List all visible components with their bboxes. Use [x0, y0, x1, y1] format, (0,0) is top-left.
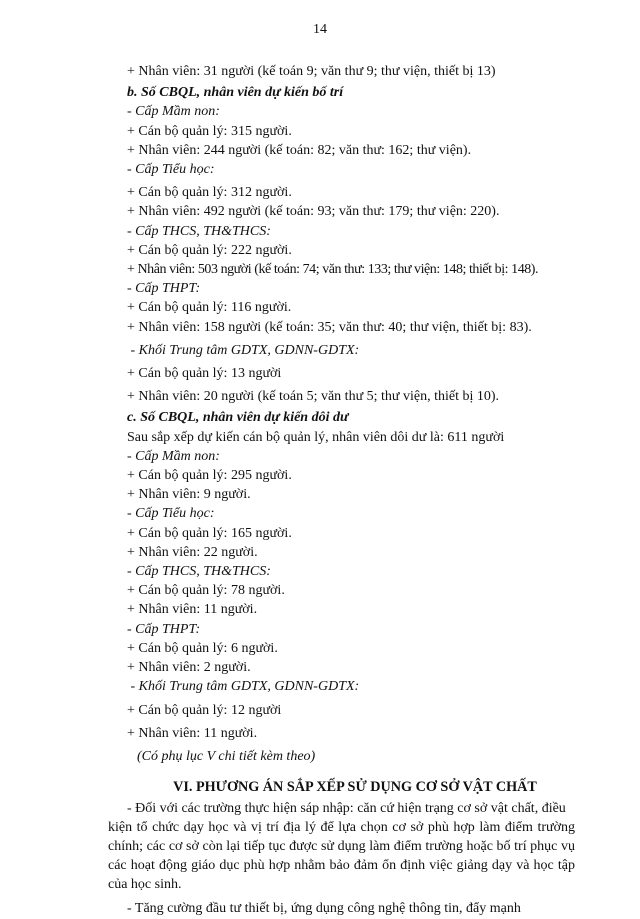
- subheading-c: c. Số CBQL, nhân viên dự kiến dôi dư: [127, 410, 349, 426]
- staff-line: + Nhân viên: 2 người.: [127, 660, 251, 676]
- staff-line: + Nhân viên: 22 người.: [127, 544, 258, 560]
- appendix-note: (Có phụ lục V chi tiết kèm theo): [137, 748, 316, 764]
- staff-line: + Nhân viên: 31 người (kế toán 9; văn thư 9; thư viện, thiết bị 13): [127, 64, 496, 79]
- paragraph-first-line: - Tăng cường đầu tư thiết bị, ứng dụng công nghệ thông tin, đẩy mạnh: [127, 901, 521, 917]
- level-upper-secondary: - Cấp THPT:: [127, 281, 201, 297]
- level-preschool: - Cấp Mầm non:: [127, 104, 220, 120]
- document-body: [108, 62, 575, 919]
- level-preschool: - Cấp Mầm non:: [127, 448, 220, 464]
- managers-line: + Cán bộ quản lý: 222 người.: [127, 242, 292, 258]
- level-upper-secondary: - Cấp THPT:: [127, 621, 201, 637]
- managers-line: + Cán bộ quản lý: 315 người.: [127, 123, 292, 139]
- staff-line: + Nhân viên: 492 người (kế toán: 93; văn thư: 179; thư viện: 220).: [127, 204, 500, 220]
- level-training-centers: - Khối Trung tâm GDTX, GDNN-GDTX:: [127, 679, 360, 695]
- section-vi-paragraph-2: [108, 900, 575, 919]
- section-vi-title: VI. PHƯƠNG ÁN SẮP XẾP SỬ DỤNG CƠ SỞ VẬT CHẤT: [173, 779, 537, 796]
- managers-line: + Cán bộ quản lý: 312 người.: [127, 185, 292, 201]
- staff-line: + Nhân viên: 11 người.: [127, 602, 258, 618]
- level-primary: - Cấp Tiểu học:: [127, 506, 215, 522]
- managers-line: + Cán bộ quản lý: 12 người: [127, 702, 282, 718]
- paragraph-first-line: - Đối với các trường thực hiện sáp nhập: căn cứ hiện trạng cơ sở vật chất, điều: [127, 801, 566, 817]
- managers-line: + Cán bộ quản lý: 13 người: [127, 366, 282, 382]
- surplus-summary: Sau sắp xếp dự kiến cán bộ quản lý, nhân viên dôi dư là: 611 người: [127, 429, 505, 445]
- managers-line: + Cán bộ quản lý: 6 người.: [127, 640, 278, 656]
- managers-line: + Cán bộ quản lý: 295 người.: [127, 468, 292, 484]
- section-vi-paragraph-1: [108, 800, 575, 894]
- level-lower-secondary: - Cấp THCS, TH&THCS:: [127, 564, 271, 580]
- page-number: 14: [313, 22, 327, 37]
- level-lower-secondary: - Cấp THCS, TH&THCS:: [127, 223, 271, 239]
- managers-line: + Cán bộ quản lý: 165 người.: [127, 525, 292, 541]
- managers-line: + Cán bộ quản lý: 116 người.: [127, 300, 292, 316]
- level-primary: - Cấp Tiểu học:: [127, 162, 215, 178]
- staff-line: + Nhân viên: 11 người.: [127, 725, 258, 741]
- paragraph-continuation: kiện tổ chức dạy học và vị trí địa lý để lựa chọn cơ sở phù hợp làm điểm trường chính; các cơ sở còn lại tiếp tục được sử dụng làm điểm trường hoặc bố trí phục vụ các hoạt động giáo dục phù hợp nhằm bảo đảm ổn định việc giảng dạy và học tập của học sinh.: [108, 820, 575, 892]
- staff-line: + Nhân viên: 158 người (kế toán: 35; văn thư: 40; thư viện, thiết bị: 83).: [127, 319, 532, 335]
- subheading-b: b. Số CBQL, nhân viên dự kiến bố trí: [127, 85, 344, 101]
- staff-line: + Nhân viên: 9 người.: [127, 487, 251, 503]
- managers-line: + Cán bộ quản lý: 78 người.: [127, 583, 285, 599]
- staff-line: + Nhân viên: 244 người (kế toán: 82; văn thư: 162; thư viện).: [127, 142, 472, 158]
- staff-line: + Nhân viên: 503 người (kế toán: 74; văn thư: 133; thư viện: 148; thiết bị: 148).: [127, 262, 539, 278]
- level-training-centers: - Khối Trung tâm GDTX, GDNN-GDTX:: [127, 342, 360, 358]
- staff-line: + Nhân viên: 20 người (kế toán 5; văn thư 5; thư viện, thiết bị 10).: [127, 389, 500, 405]
